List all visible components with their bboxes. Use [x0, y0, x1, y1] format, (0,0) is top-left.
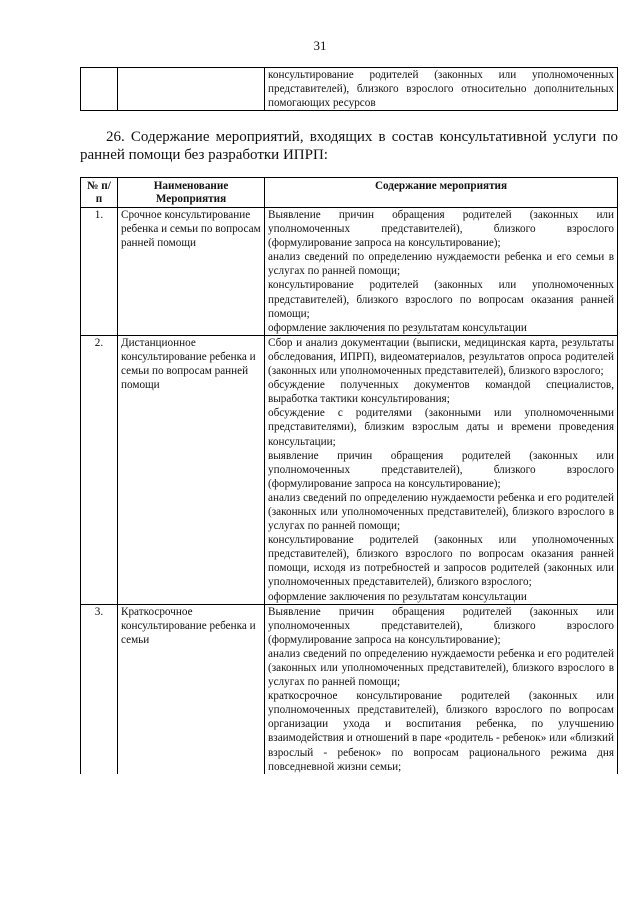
row-num-cell — [81, 208, 118, 336]
activity-name: Срочное консультирование ребенка и семьи по вопросам ранней помощи — [121, 209, 261, 250]
header-content: Содержание мероприятия — [265, 178, 618, 208]
row-num-cell — [81, 604, 118, 774]
row-number: 2. — [94, 336, 104, 349]
content-item: анализ сведений по определению нуждаемости ребенка и его семьи в услугах по ранней помощи; — [268, 251, 614, 278]
table-row — [81, 68, 618, 111]
name-cell — [118, 68, 265, 111]
content-item: выявление причин обращения родителей (законных или уполномоченных представителей), близкого взрослого (формулирование запроса на консультирование); — [268, 449, 614, 490]
num-cell — [81, 68, 118, 111]
table-row — [81, 335, 618, 604]
row-num-cell — [81, 335, 118, 604]
activity-name: Дистанционное консультирование ребенка и семьи по вопросам ранней помощи — [121, 336, 256, 392]
content-item: анализ сведений по определению нуждаемости ребенка и его родителей (законных или уполномоченных представителей), близкого взрослого в услугах по ранней помощи; — [268, 491, 614, 533]
row-content-cell — [265, 335, 618, 604]
row-name-cell — [118, 335, 265, 604]
section-heading: 26. Содержание мероприятий, входящих в состав консультативной услуги по ранней помощи без разработки ИПРП: — [80, 129, 618, 163]
header-num: № п/п — [81, 178, 118, 208]
row-name-cell — [118, 604, 265, 774]
content-item: консультирование родителей (законных или уполномоченных представителей), близкого взрослого по вопросам оказания ранней помощи; — [268, 279, 614, 320]
activity-name: Краткосрочное консультирование ребенка и семьи — [121, 605, 256, 646]
table-row — [81, 208, 618, 336]
header-name: Наименование Мероприятия — [118, 178, 265, 208]
row-number: 1. — [94, 209, 104, 221]
content-item: Выявление причин обращения родителей (законных или уполномоченных представителей), близкого взрослого (формулирование запроса на консультирование); — [268, 605, 614, 646]
row-name-cell — [118, 208, 265, 336]
content-cell — [265, 68, 618, 111]
content-item: анализ сведений по определению нуждаемости ребенка и его родителей (законных или уполномоченных представителей), близкого взрослого в услугах по ранней помощи; — [268, 647, 614, 689]
page-number: 31 — [313, 38, 327, 53]
activities-table — [80, 177, 618, 774]
table-header-row — [81, 178, 618, 208]
content-item: Выявление причин обращения родителей (законных или уполномоченных представителей), близкого взрослого (формулирование запроса на консультирование); — [268, 209, 614, 250]
row-content-cell — [265, 604, 618, 774]
content-item: краткосрочное консультирование родителей (законных или уполномоченных представителей), близкого взрослого по вопросам организации ухода и воспитания ребенка, по улучшению взаимодействия и отношений в паре «родитель - ребенок» или «близкий взрослый - ребенок» по вопросам рационального режима дня повседневной жизни семьи; — [268, 690, 614, 773]
continued-table — [80, 67, 618, 111]
content-item: оформление заключения по результатам консультации — [268, 321, 527, 334]
content-item: консультирование родителей (законных или уполномоченных представителей), близкого взрослого по вопросам оказания ранней помощи, исходя из потребностей и запросов родителей (законных или уполномоченных представителей), близкого взрослого; — [268, 534, 614, 589]
content-item: Сбор и анализ документации (выписки, медицинская карта, результаты обследования, ИПРП), видеоматериалов, результатов опроса родителей (законных или уполномоченных представителей), близкого взрослого; — [268, 336, 614, 378]
content-text: консультирование родителей (законных или уполномоченных представителей), близкого взрослого относительно дополнительных помогающих ресурсов — [268, 69, 614, 110]
content-item: оформление заключения по результатам консультации — [268, 590, 527, 603]
table-row — [81, 604, 618, 774]
row-number: 3. — [94, 605, 104, 618]
row-content-cell — [265, 208, 618, 336]
content-item: обсуждение с родителями (законными или уполномоченными представителями), близким взрослым даты и времени проведения консультации; — [268, 407, 614, 448]
content-item: обсуждение полученных документов командой специалистов, выработка тактики консультирования; — [268, 379, 614, 406]
